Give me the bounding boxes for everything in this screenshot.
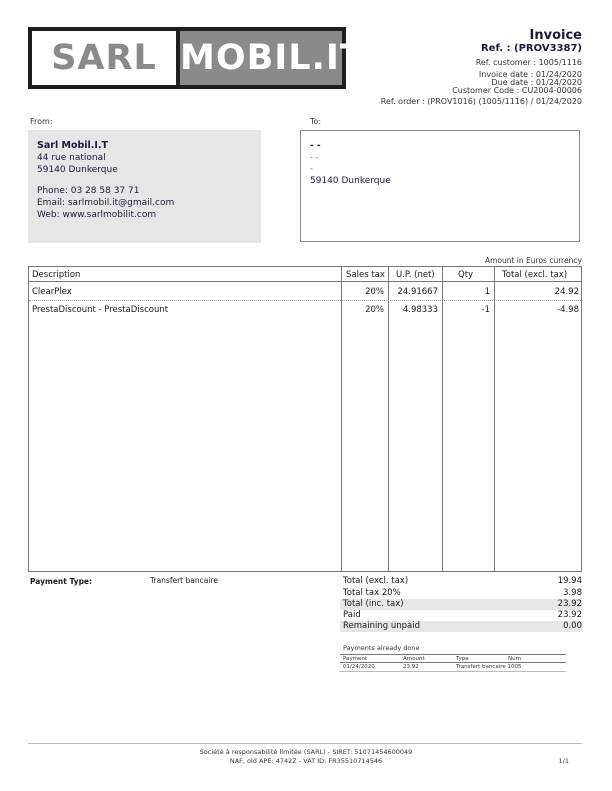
from-address-box: [28, 130, 261, 243]
from-city: 59140 Dunkerque: [37, 165, 118, 175]
to-label: To:: [310, 117, 322, 126]
header-description: Description: [32, 270, 81, 280]
logo-text-right: MOBIL.IT: [180, 31, 342, 85]
remaining-unpaid-row: [340, 621, 582, 632]
pd-header-num: Num: [508, 656, 521, 662]
col-divider: [494, 267, 495, 571]
footer-divider: [28, 743, 582, 744]
header-unit-price: U.P. (net): [396, 270, 435, 280]
total-label: Total (excl. tax): [343, 576, 409, 586]
row2-tax: 20%: [365, 305, 384, 315]
total-value: 0.00: [563, 621, 582, 631]
total-label: Paid: [343, 610, 361, 620]
col-divider: [442, 267, 443, 571]
pd-row-amount: 23.92: [403, 664, 419, 670]
col-divider: [388, 267, 389, 571]
header-divider: [29, 281, 581, 282]
payments-done-header-line: [340, 662, 566, 663]
invoice-date: Invoice date : 01/24/2020: [478, 70, 582, 79]
header-total: Total (excl. tax): [502, 270, 568, 280]
row1-tax: 20%: [365, 287, 384, 297]
pd-header-amount: Amount: [403, 656, 425, 662]
row2-description: PrestaDiscount - PrestaDiscount: [32, 305, 169, 315]
payments-done-top-line: [340, 654, 566, 655]
pd-row-payment: 01/24/2020: [343, 664, 375, 670]
total-value: 3.98: [563, 588, 582, 598]
col-divider: [341, 267, 342, 571]
payments-done-title: Payments already done: [343, 644, 420, 652]
from-street: 44 rue national: [37, 153, 106, 163]
payments-done-bottom-line: [340, 671, 566, 672]
paid-row: [340, 610, 582, 621]
total-excl-tax-row: [340, 576, 582, 587]
total-inc-tax-row: [340, 599, 582, 610]
invoice-ref: Ref. : (PROV3387): [480, 43, 582, 54]
payment-type-value: Transfert bancaire: [150, 576, 218, 585]
row1-description: ClearPlex: [32, 287, 72, 297]
due-date: Due date : 01/24/2020: [491, 78, 582, 87]
row1-qty: 1: [484, 287, 490, 297]
row-divider: [29, 300, 581, 301]
page-number: 1/1: [558, 757, 569, 765]
to-line2: - -: [310, 153, 319, 162]
from-label: From:: [30, 117, 53, 126]
pd-header-payment: Payment: [343, 656, 368, 662]
ref-order: Ref. order : (PROV1016) (1005/1116) / 01/24/2020: [380, 97, 582, 106]
items-table: [28, 266, 582, 572]
total-tax-row: [340, 588, 582, 599]
row2-qty: -1: [481, 305, 490, 315]
total-value: 19.94: [557, 576, 582, 586]
row2-total: -4.98: [557, 305, 579, 315]
company-logo: [28, 27, 365, 89]
pd-row-type: Transfert bancaire 1005: [456, 664, 522, 670]
currency-note: Amount in Euros currency: [484, 256, 582, 265]
from-email: Email: sarlmobil.it@gmail.com: [37, 198, 175, 208]
to-line3: -: [310, 164, 313, 173]
footer-line2: NAF, old APE: 4742Z - VAT ID: FR35510714546: [229, 757, 383, 765]
payment-type-label: Payment Type:: [30, 577, 93, 586]
row2-up: 4.98333: [402, 305, 438, 315]
customer-code: Customer Code : CU2004-00006: [452, 86, 582, 95]
to-address-box: [300, 130, 580, 242]
invoice-title: Invoice: [529, 28, 582, 43]
total-value: 23.92: [557, 599, 582, 609]
footer-line1: Société à responsabilité limitée (SARL) - SIRET: 51071454600049: [199, 748, 413, 756]
total-label: Total tax 20%: [343, 588, 401, 598]
row1-up: 24.91667: [397, 287, 438, 297]
to-name: - -: [310, 141, 321, 151]
total-label: Total (inc. tax): [343, 599, 404, 609]
total-label: Remaining unpaid: [343, 621, 420, 631]
header-qty: Qty: [458, 270, 474, 280]
ref-customer: Ref. customer : 1005/1116: [475, 58, 582, 67]
logo-text-left: SARL: [32, 31, 176, 85]
pd-header-type: Type: [456, 656, 469, 662]
total-value: 23.92: [557, 610, 582, 620]
header-sales-tax: Sales tax: [346, 270, 385, 280]
from-name: Sarl Mobil.I.T: [37, 140, 109, 151]
from-phone: Phone: 03 28 58 37 71: [37, 186, 140, 196]
to-city: 59140 Dunkerque: [310, 176, 391, 186]
row1-total: 24.92: [554, 287, 579, 297]
from-web: Web: www.sarlmobilit.com: [37, 210, 157, 220]
